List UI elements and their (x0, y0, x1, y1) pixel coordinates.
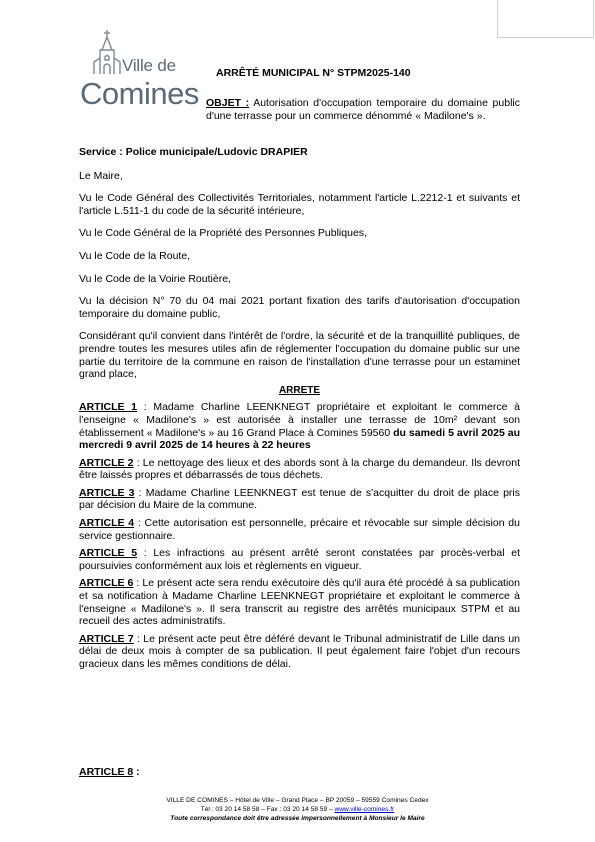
footer-contact (0, 805, 595, 814)
article-7-text: : Le présent acte peut être déféré devant le Tribunal administratif de Lille dans un délai de deux mois à compter de sa publication. Il peut également faire l'objet d'un recours gracieux dans les mêmes conditions de délai. (79, 632, 520, 670)
arrete-heading: ARRETE (278, 384, 321, 396)
logo-ville-de: Ville de (122, 56, 176, 75)
footer-address: VILLE DE COMINES – Hôtel de Ville – Grand Place – BP 20059 – 59559 Comines Cedex (166, 797, 429, 804)
article-1 (79, 401, 520, 451)
article-3-text: : Madame Charline LEENKNEGT est tenue de s'acquitter du droit de place pris par décision du Maire de la commune. (79, 486, 521, 512)
website-link[interactable]: www.ville-comines.fr (334, 806, 395, 813)
decree-title: ARRÊTÉ MUNICIPAL N° STPM2025-140 (216, 67, 411, 79)
article-1-dates: du samedi 5 avril 2025 au mercredi 9 avril 2025 de 14 heures à 22 heures (79, 426, 520, 452)
article-6-label: ARTICLE 6 (79, 577, 134, 590)
article-8-suffix: : (133, 766, 140, 778)
article-6-text: : Le présent acte sera rendu exécutoire dès qu'il aura été procédé à sa publication et sa notification à Madame Charline LEENKNEGT propriétaire et exploitant le commerce à l'enseigne « Madilone's ». Il sera transcrit au registre des arrêtés municipaux STPM et au recueil des actes administratifs. (79, 577, 520, 628)
stamp-box (497, 0, 594, 38)
church-icon (92, 28, 122, 76)
article-5 (79, 547, 520, 572)
vu-item: Vu le Code de la Voirie Routière, (79, 272, 231, 285)
article-4-text: : Cette autorisation est personnelle, précaire et révocable sur simple décision du service gestionnaire. (79, 517, 520, 542)
article-3-label: ARTICLE 3 (79, 486, 135, 499)
article-6 (79, 577, 520, 627)
article-7 (79, 633, 520, 671)
article-1-text: : Madame Charline LEENKNEGT propriétaire et exploitant le commerce à l'enseigne « Madilone's » est autorisée à installer une terrasse de 10m² devant son établissement « Madilone's » au 16 Grand Place à Comines 59560 (79, 401, 520, 439)
footer-note: Toute correspondance doit être adressée impersonnellement à Monsieur le Maire (170, 815, 425, 822)
subject-label: OBJET : (206, 97, 250, 109)
article-2 (79, 457, 520, 482)
article-1-label: ARTICLE 1 (79, 401, 138, 414)
vu-item: Vu la décision N° 70 du 04 mai 2021 portant fixation des tarifs d'autorisation d'occupation temporaire du domaine public, (79, 295, 520, 320)
article-8 (79, 766, 140, 778)
article-4 (79, 517, 520, 542)
intro-line: Le Maire, (79, 169, 123, 182)
vu-item: Vu le Code Général de la Propriété des Personnes Publiques, (79, 227, 367, 240)
article-2-text: : Le nettoyage des lieux et des abords sont à la charge du demandeur. Ils devront être laissés propres et débarrassés de tous déchets. (79, 456, 520, 482)
page-footer (0, 796, 595, 823)
vu-item: Vu le Code de la Route, (79, 249, 191, 262)
article-5-text: : Les infractions au présent arrêté seront constatées par procès-verbal et poursuivies conformément aux lois et règlements en vigueur. (79, 547, 520, 572)
service-line: Service : Police municipale/Ludovic DRAPIER (79, 146, 308, 158)
article-8-label: ARTICLE 8 (79, 766, 134, 778)
subject-text: Autorisation d'occupation temporaire du domaine public d'une terrasse pour un commerce dénommé « Madilone's ». (206, 97, 520, 122)
article-2-label: ARTICLE 2 (79, 456, 134, 469)
article-7-label: ARTICLE 7 (79, 632, 134, 645)
article-4-label: ARTICLE 4 (79, 517, 135, 530)
article-3 (79, 487, 520, 512)
vu-item: Vu le Code Général des Collectivités Territoriales, notamment l'article L.2212-1 et suivants et l'article L.511-1 du code de la sécurité intérieure, (79, 192, 520, 217)
considerant-item: Considérant qu'il convient dans l'intérêt de l'ordre, la sécurité et de la tranquillité publiques, de prendre toutes les mesures utiles afin de réglementer l'occupation du domaine public sur une partie du territoire de la commune en raison de l'installation d'une terrasse pour un estaminet grand place, (79, 330, 520, 381)
decree-subject (206, 97, 520, 122)
footer-phone-fax: Tél : 03 20 14 58 58 – Fax : 03 20 14 58 59 – (200, 806, 335, 813)
article-5-label: ARTICLE 5 (79, 547, 138, 560)
decree-body (79, 146, 520, 676)
logo-comines: Comines (80, 76, 199, 111)
